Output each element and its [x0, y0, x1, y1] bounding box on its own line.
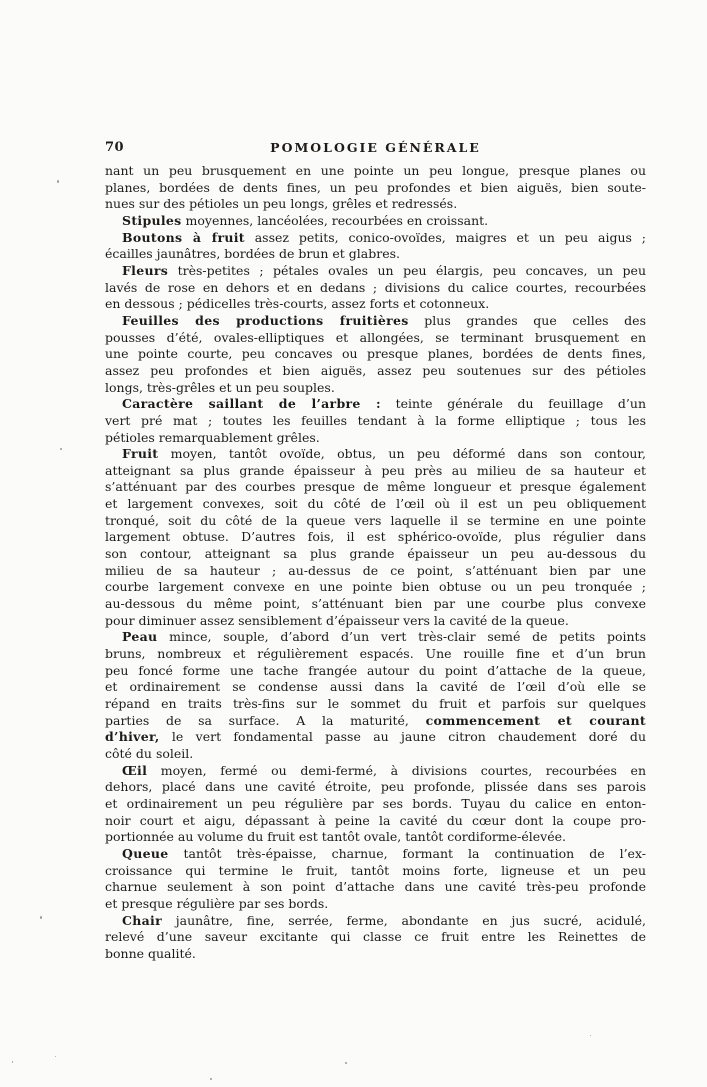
text-line	[105, 713, 646, 730]
paragraph	[105, 913, 646, 963]
bold-lead-text: Caractère saillant de l’arbre :	[122, 396, 381, 412]
bold-lead-text: Chair	[122, 912, 162, 928]
text-line	[105, 180, 646, 197]
text-line	[105, 479, 646, 496]
paragraph	[105, 213, 646, 230]
text-line	[105, 779, 646, 796]
text-line	[105, 796, 646, 813]
body-text: assez peu profondes et bien aiguës, assez peu soutenues sur des pétioles	[105, 362, 646, 378]
body-text: et presque régulière par ses bords.	[105, 895, 329, 911]
scan-speck	[590, 1035, 591, 1036]
text-line	[105, 330, 646, 347]
paragraph	[105, 846, 646, 913]
body-text: bonne qualité.	[105, 945, 196, 961]
text-line	[105, 929, 646, 946]
text-line	[105, 263, 646, 280]
scan-speck	[60, 448, 62, 450]
body-text: plus grandes que celles des	[408, 312, 646, 328]
body-text: et ordinairement se condense aussi dans la cavité de l’œil d’où elle se	[105, 679, 646, 695]
scan-speck	[40, 916, 42, 919]
text-line	[105, 596, 646, 613]
bold-lead-text: Feuilles des productions fruitières	[122, 312, 409, 328]
text-line	[105, 813, 646, 830]
text-line	[105, 196, 646, 213]
text-line	[105, 496, 646, 513]
body-text: noir court et aigu, dépassant à peine la cavité du cœur dont la coupe pro-	[105, 812, 646, 828]
body-text: pour diminuer assez sensiblement d’épaisseur vers la cavité de la queue.	[105, 612, 569, 628]
body-text: portionnée au volume du fruit est tantôt ovale, tantôt cordiforme-élevée.	[105, 829, 566, 845]
bold-lead-text: Queue	[122, 845, 169, 861]
text-line	[105, 396, 646, 413]
page-header	[105, 140, 646, 158]
body-text: planes, bordées de dents fines, un peu profondes et bien aiguës, bien soute-	[105, 179, 646, 195]
running-title: POMOLOGIE GÉNÉRALE	[270, 140, 481, 155]
page-number: 70	[105, 140, 125, 155]
body-text: courbe largement convexe en une pointe bien obtuse ou un peu tronquée ;	[105, 579, 646, 595]
text-line	[105, 246, 646, 263]
paragraph	[105, 313, 646, 396]
text-line	[105, 946, 646, 963]
paragraph	[105, 163, 646, 213]
text-line	[105, 913, 646, 930]
text-line	[105, 296, 646, 313]
body-text: vert pré mat ; toutes les feuilles tendant à la forme elliptique ; tous les	[105, 412, 646, 428]
body-text: jaunâtre, fine, serrée, ferme, abondante en jus sucré, acidulé,	[161, 912, 646, 928]
text-line	[105, 696, 646, 713]
body-text: au-dessous du même point, s’atténuant bien par une courbe plus convexe	[105, 596, 646, 612]
body-text: moyennes, lancéolées, recourbées en croissant.	[181, 212, 489, 228]
body-text: peu foncé forme une tache frangée autour du point d’attache de la queue,	[105, 662, 646, 678]
text-line	[105, 230, 646, 247]
body-text: largement obtuse. D’autres fois, il est sphérico-ovoïde, plus régulier dans	[105, 529, 646, 545]
paragraph	[105, 763, 646, 846]
body-text: côté du soleil.	[105, 745, 194, 761]
paragraph	[105, 263, 646, 313]
body-text: et largement convexes, soit du côté de l’œil où il est un peu obliquement	[105, 496, 646, 512]
text-line	[105, 579, 646, 596]
body-text: pousses d’été, ovales-elliptiques et allongées, se terminant brusquement en	[105, 329, 646, 345]
text-line	[105, 663, 646, 680]
text-line	[105, 546, 646, 563]
page-body	[105, 163, 646, 963]
body-text: très-petites ; pétales ovales un peu élargis, peu concaves, un peu	[168, 262, 646, 278]
body-text: teinte générale du feuillage d’un	[380, 396, 646, 412]
body-text: lavés de rose en dehors et en dedans ; divisions du calice courtes, recourbées	[105, 279, 646, 295]
text-line	[105, 213, 646, 230]
body-text: mince, souple, d’abord d’un vert très-clair semé de petits points	[157, 629, 646, 645]
scan-speck	[55, 1056, 56, 1057]
text-line	[105, 430, 646, 447]
body-text: écailles jaunâtres, bordées de brun et glabres.	[105, 246, 400, 262]
paragraph	[105, 230, 646, 263]
body-text: s’atténuant par des courbes presque de même longueur et presque également	[105, 479, 646, 495]
text-line	[105, 563, 646, 580]
body-text: longs, très-grêles et un peu souples.	[105, 379, 335, 395]
body-text: milieu de sa hauteur ; au-dessus de ce point, s’atténuant bien par une	[105, 562, 646, 578]
body-text: bruns, nombreux et régulièrement espacés. Une rouille fine et d’un brun	[105, 646, 646, 662]
text-line	[105, 646, 646, 663]
bold-lead-text: commencement et courant	[425, 712, 646, 728]
body-text: assez petits, conico-ovoïdes, maigres et un peu aigus ;	[244, 229, 646, 245]
text-line	[105, 846, 646, 863]
text-line	[105, 896, 646, 913]
body-text: et ordinairement un peu régulière par ses bords. Tuyau du calice en enton-	[105, 795, 646, 811]
bold-lead-text: Stipules	[122, 212, 182, 228]
text-line	[105, 613, 646, 630]
text-line	[105, 380, 646, 397]
body-text: moyen, tantôt ovoïde, obtus, un peu déformé dans son contour,	[158, 446, 646, 462]
text-line	[105, 879, 646, 896]
text-line	[105, 746, 646, 763]
bold-lead-text: Œil	[122, 762, 148, 778]
text-line	[105, 829, 646, 846]
body-text: nues sur des pétioles un peu longs, grêles et redressés.	[105, 196, 458, 212]
body-text: le vert fondamental passe au jaune citron chaudement doré du	[159, 729, 646, 745]
body-text: en dessous ; pédicelles très-courts, assez forts et cotonneux.	[105, 296, 490, 312]
text-line	[105, 763, 646, 780]
text-line	[105, 513, 646, 530]
paragraph	[105, 396, 646, 446]
scan-speck	[345, 1062, 347, 1064]
body-text: croissance qui termine le fruit, tantôt moins forte, ligneuse et un peu	[105, 862, 646, 878]
body-text: une pointe courte, peu concaves ou presque planes, bordées de dents fines,	[105, 346, 646, 362]
text-line	[105, 463, 646, 480]
bold-lead-text: Boutons à fruit	[122, 229, 245, 245]
body-text: tronqué, soit du côté de la queue vers laquelle il se termine en une pointe	[105, 512, 646, 528]
body-text: dehors, placé dans une cavité étroite, peu profonde, plissée dans ses parois	[105, 779, 646, 795]
text-line	[105, 863, 646, 880]
scan-speck	[210, 1078, 212, 1080]
paragraph	[105, 446, 646, 629]
bold-lead-text: Fruit	[122, 446, 159, 462]
text-line	[105, 446, 646, 463]
scan-speck	[12, 1061, 13, 1063]
text-line	[105, 280, 646, 297]
text-line	[105, 363, 646, 380]
body-text: moyen, fermé ou demi-fermé, à divisions courtes, recourbées en	[147, 762, 646, 778]
text-line	[105, 529, 646, 546]
text-line	[105, 629, 646, 646]
body-text: son contour, atteignant sa plus grande épaisseur un peu au-dessous du	[105, 546, 646, 562]
text-line	[105, 163, 646, 180]
text-line	[105, 729, 646, 746]
body-text: répand en traits très-fins sur le sommet du fruit et parfois sur quelques	[105, 696, 646, 711]
bold-lead-text: Peau	[122, 629, 158, 645]
body-text: atteignant sa plus grande épaisseur à peu près au milieu de sa hauteur et	[105, 462, 646, 478]
bold-lead-text: d’hiver,	[105, 729, 160, 745]
bold-lead-text: Fleurs	[122, 262, 169, 278]
body-text: relevé d’une saveur excitante qui classe ce fruit entre les Reinettes de	[105, 929, 646, 945]
body-text: tantôt très-épaisse, charnue, formant la continuation de l’ex-	[168, 845, 646, 861]
body-text: nant un peu brusquement en une pointe un peu longue, presque planes ou	[105, 163, 646, 178]
body-text: charnue seulement à son point d’attache dans une cavité très-peu profonde	[105, 879, 646, 895]
text-line	[105, 413, 646, 430]
paragraph	[105, 629, 646, 762]
scan-speck	[57, 180, 59, 183]
body-text: parties de sa surface. A la maturité,	[105, 712, 426, 728]
text-line	[105, 346, 646, 363]
text-line	[105, 679, 646, 696]
body-text: pétioles remarquablement grêles.	[105, 429, 320, 445]
text-line	[105, 313, 646, 330]
